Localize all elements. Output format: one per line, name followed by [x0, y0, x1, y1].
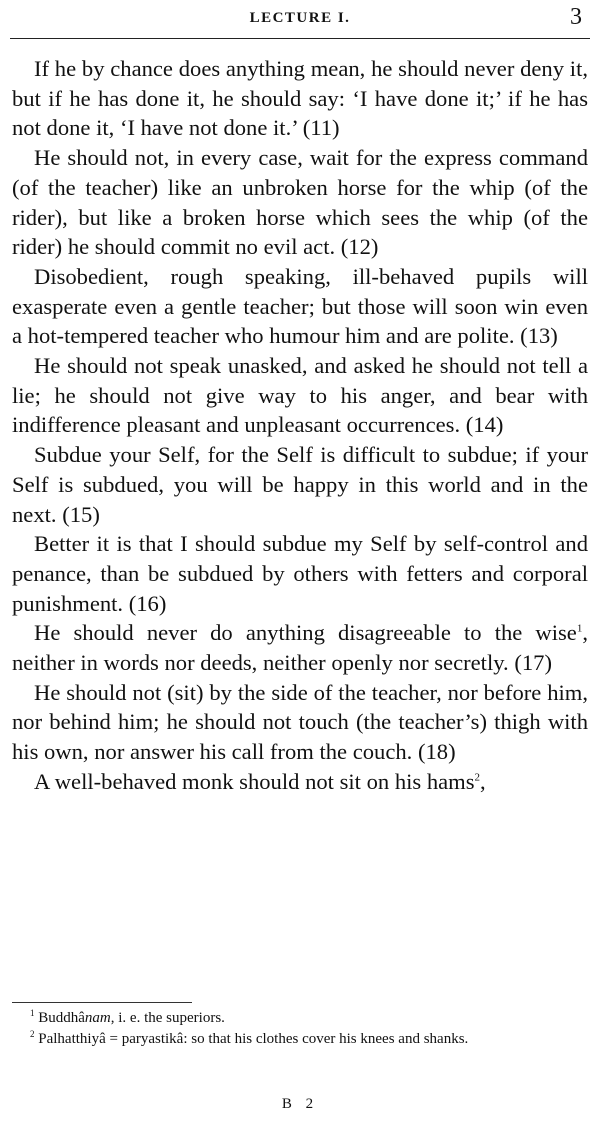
verse-paragraph-18: He should not (sit) by the side of the teacher, nor before him, nor behind him; he should not touch (the teacher’s) thigh with his own, nor answer his call from the couch. (18)	[12, 679, 588, 765]
footnotes	[12, 1008, 588, 1049]
header-rule	[10, 38, 590, 39]
verse-paragraph-17	[12, 618, 588, 677]
footnote-text: : so that his clothes cover his knees and shanks.	[183, 1030, 469, 1047]
footnote-number: 1	[30, 1008, 35, 1018]
footnote-marker: 1	[576, 622, 583, 635]
footnote-number: 2	[30, 1028, 35, 1039]
main-text	[12, 54, 588, 797]
page-number: 3	[570, 4, 582, 30]
footnote-rule	[12, 1002, 192, 1003]
verse-paragraph-19	[12, 767, 588, 797]
running-title: LECTURE I.	[249, 10, 351, 26]
footnote-marker: 2	[474, 771, 481, 784]
footnote-term: Palhatthiyâ = paryastikâ	[38, 1030, 184, 1047]
footnote-italic: nam	[84, 1010, 111, 1026]
verse-text: ,	[480, 768, 486, 794]
verse-paragraph-12: He should not, in every case, wait for the express command (of the teacher) like an unbroken horse for the whip (of the rider), but like a broken horse which sees the whip (of the rider) he should commit no evil act. (12)	[12, 145, 588, 260]
footnote-2	[12, 1029, 588, 1050]
verse-text: A well-behaved monk should not sit on his hams	[34, 768, 475, 794]
verse-paragraph-11: If he by chance does anything mean, he should never deny it, but if he has done it, he should say: ‘I have done it;’ if he has not done it, ‘I have not done it.’ (11)	[12, 56, 588, 141]
verse-paragraph-14: He should not speak unasked, and asked he should not tell a lie; he should not give way to his anger, and bear with indifference pleasant and unpleasant occurrences. (14)	[12, 353, 588, 438]
signature-mark: B 2	[281, 1096, 319, 1112]
verse-text: , neither in words nor deeds, neither openly nor secretly. (17)	[12, 620, 588, 676]
verse-paragraph-16: Better it is that I should subdue my Self by self-control and penance, than be subdued by others with fetters and corporal punishment. (16)	[12, 531, 588, 616]
footnote-text: , i. e. the superiors.	[110, 1010, 225, 1026]
footnote-1	[12, 1008, 588, 1029]
footnote-term: Buddhâ	[38, 1010, 85, 1026]
page-header	[10, 4, 590, 38]
verse-text: He should never do anything disagreeable to the wise	[34, 620, 577, 646]
verse-paragraph-13: Disobedient, rough speaking, ill-behaved pupils will exasperate even a gentle teacher; but those will soon win even a hot-tempered teacher who humour him and are polite. (13)	[12, 263, 588, 349]
verse-paragraph-15: Subdue your Self, for the Self is difficult to subdue; if your Self is subdued, you will be happy in this world and in the next. (15)	[12, 442, 588, 527]
